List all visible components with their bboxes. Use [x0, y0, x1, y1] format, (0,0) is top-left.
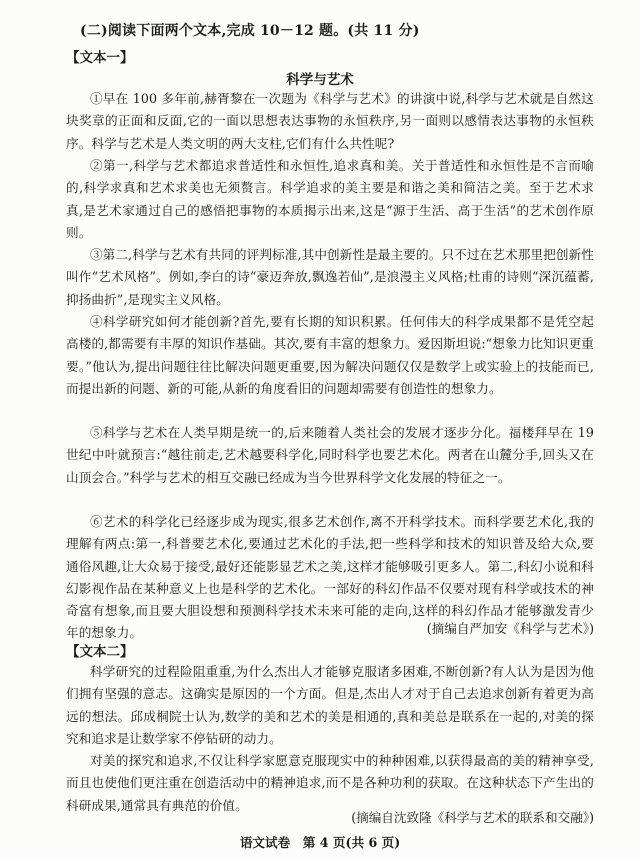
text1-paragraph-6: ⑥艺术的科学化已经逐步成为现实,很多艺术创作,离不开科学技术。而科学要艺术化,我的理解有两点:第一,科普要艺术化,要通过艺术化的手法,把一些科学和技术的知识普及给大众,要通俗风趣,让大众易于接受,最好还能影显艺术之美,这样才能够吸引更多人。第二,科幻小说和科幻影视作品在某种意义上也是科学的艺术化。一部好的科幻作品不仅要对现有科学或技术的神奇富有想象,而且要大胆设想和预测科学技术未来可能的走向,这样的科幻作品才能够激发青少年的想象力。 — [66, 514, 594, 641]
text1-paragraph-5: ⑤科学与艺术在人类早期是统一的,后来随着人类社会的发展才逐步分化。福楼拜早在 19 世纪中叶就预言:“越往前走,艺术越要科学化,同时科学也要艺术化。两者在山麓分手,回头又在山顶会合。”科学与艺术的相互交融已经成为当今世界科学文化发展的特征之一。 — [66, 425, 594, 485]
text1-source: (摘编自严加安《科学与艺术》) — [426, 621, 594, 636]
text2-source: (摘编自沈致隆《科学与艺术的联系和交融》) — [351, 810, 594, 825]
text2-paragraph-1: 科学研究的过程险阻重重,为什么杰出人才能够克服诸多困难,不断创新?有人认为是因为他们拥有坚强的意志。这确实是原因的一个方面。但是,杰出人才对于自己去追求创新有着更为高远的想法。邱成桐院士认为,数学的美和艺术的美是相通的,真和美总是联系在一起的,对美的探究和追求是让数学家不停钻研的动力。 — [66, 664, 594, 746]
text1-paragraph-3: ③第二,科学与艺术有共同的评判标准,其中创新性是最主要的。只不过在艺术那里把创新性叫作“艺术风格”。例如,李白的诗“豪迈奔放,飘逸若仙”,是浪漫主义风格;杜甫的诗则“深沉蕴蓄,抑扬曲折”,是现实主义风格。 — [66, 247, 594, 307]
section-header: (二)阅读下面两个文本,完成 10－12 题。(共 11 分) — [80, 23, 420, 39]
text2-paragraph-2: 对美的探究和追求,不仅让科学家愿意克服现实中的种种困难,以获得最高的美的精神享受,而且也使他们更注重在创造活动中的精神追求,而不是各种功利的获取。在这种状态下产生出的科研成果,通常具有典范的价值。 — [66, 753, 594, 813]
text2-label: 【文本二】 — [66, 644, 134, 660]
page-footer: 语文试卷 第 4 页(共 6 页) — [239, 835, 401, 850]
text1-paragraph-4: ④科学研究如何才能创新?首先,要有长期的知识积累。任何伟大的科学成果都不是凭空起高楼的,都需要有丰厚的知识作基础。其次,要有丰富的想象力。爱因斯坦说:“想象力比知识更重要。”他认为,提出问题往往比解决问题更重要,因为解决问题仅仅是数学上或实验上的技能而已,而提出新的问题、新的可能,从新的角度看旧的问题却需要有创造性的想象力。 — [66, 314, 594, 396]
text1-paragraph-1: ①早在 100 多年前,赫胥黎在一次题为《科学与艺术》的讲演中说,科学与艺术就是自然这块奖章的正面和反面,它的一面以思想表达事物的永恒秩序,另一面则以感情表达事物的永恒秩序。科学与艺术是人类文明的两大支柱,它们有什么共性呢? — [66, 91, 594, 151]
text1-paragraph-2: ②第一,科学与艺术都追求普适性和永恒性,追求真和美。关于普适性和永恒性是不言而喻的,科学求真和艺术求美也无须赘言。科学追求的美主要是和谐之美和简洁之美。至于艺术求真,是艺术家通过自己的感悟把事物的本质揭示出来,这是“源于生活、高于生活”的艺术创作原则。 — [66, 158, 594, 240]
text1-title: 科学与艺术 — [286, 72, 354, 88]
text1-label: 【文本一】 — [66, 50, 134, 66]
